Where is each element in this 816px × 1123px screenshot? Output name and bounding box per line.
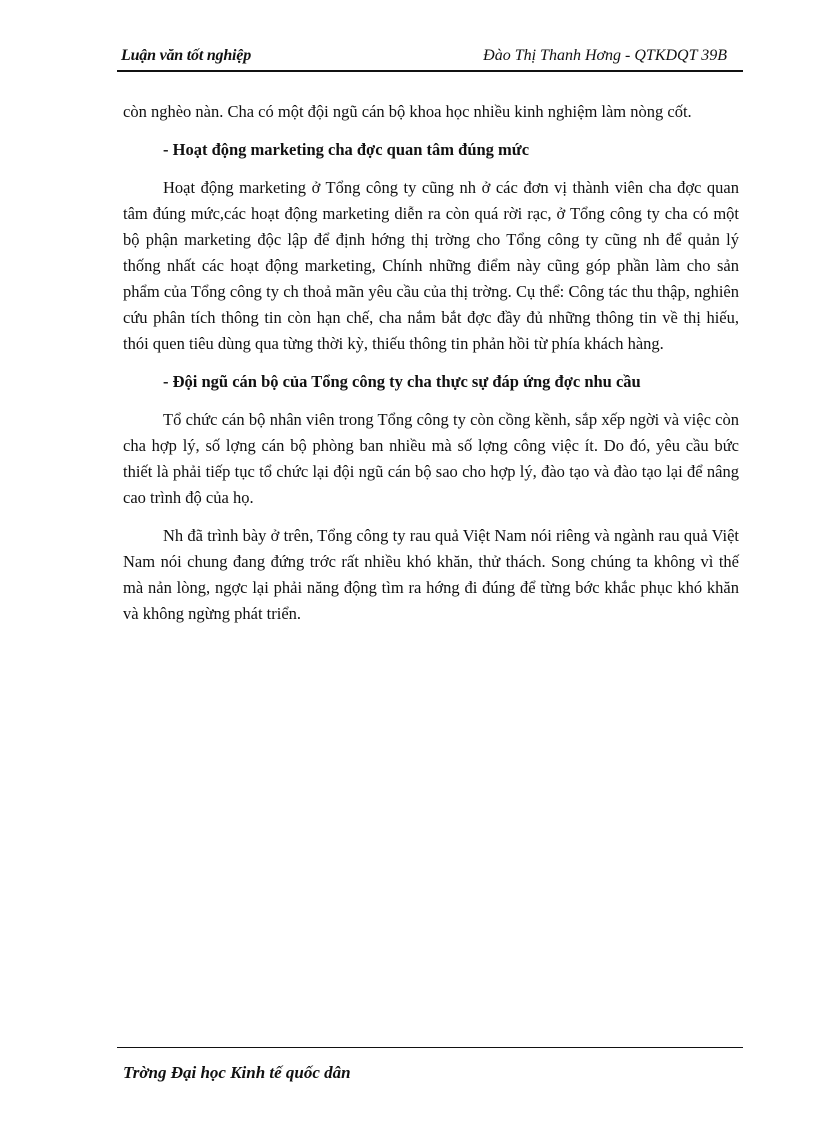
page-header <box>121 44 741 70</box>
footer-rule <box>117 1047 743 1048</box>
header-left-title: Luận văn tốt nghiệp <box>121 47 252 64</box>
section-heading-staff: - Đội ngũ cán bộ của Tổng công ty cha thực sự đáp ứng đợc nhu cầu <box>163 372 641 391</box>
header-rule <box>117 70 743 72</box>
page-footer: Trờng Đại học Kinh tế quốc dân <box>123 1063 351 1082</box>
section-heading-marketing: - Hoạt động marketing cha đợc quan tâm đúng mức <box>163 140 530 159</box>
paragraph-continuation: còn nghèo nàn. Cha có một đội ngũ cán bộ khoa học nhiều kinh nghiệm làm nòng cốt. <box>123 102 692 121</box>
document-body <box>123 99 739 627</box>
paragraph-conclusion: Nh đã trình bày ở trên, Tổng công ty rau quả Việt Nam nói riêng và ngành rau quả Việt Nam nói chung đang đứng trớc rất nhiều khó khăn, thử thách. Song chúng ta không vì thế mà nản lòng, ngợc lại phải năng động tìm ra hớng đi đúng để từng bớc khắc phục khó khăn và không ngừng phát triển. <box>123 526 739 623</box>
paragraph-staff: Tổ chức cán bộ nhân viên trong Tổng công ty còn cồng kềnh, sắp xếp ngời và việc còn cha hợp lý, số lợng cán bộ phòng ban nhiều mà số lợng công việc ít. Do đó, yêu cầu bức thiết là phải tiếp tục tổ chức lại đội ngũ cán bộ sao cho hợp lý, đào tạo và đào tạo lại để nâng cao trình độ của họ. <box>123 410 739 507</box>
header-right-author: Đào Thị Thanh Hơng - QTKDQT 39B <box>483 47 727 64</box>
paragraph-marketing: Hoạt động marketing ở Tổng công ty cũng nh ở các đơn vị thành viên cha đợc quan tâm đúng mức,các hoạt động marketing diễn ra còn quá rời rạc, ở Tổng công ty cha có một bộ phận marketing độc lập để định hớng thị trờng cho Tổng công ty cũng nh để quản lý thống nhất các hoạt động marketing, Chính những điểm này cũng góp phần làm cho sản phẩm của Tổng công ty ch thoả mãn yêu cầu của thị trờng. Cụ thể: Công tác thu thập, nghiên cứu phân tích thông tin còn hạn chế, cha nắm bắt đợc đầy đủ những thông tin về thị hiếu, thói quen tiêu dùng qua từng thời kỳ, thiếu thông tin phản hồi từ phía khách hàng. <box>123 178 739 353</box>
